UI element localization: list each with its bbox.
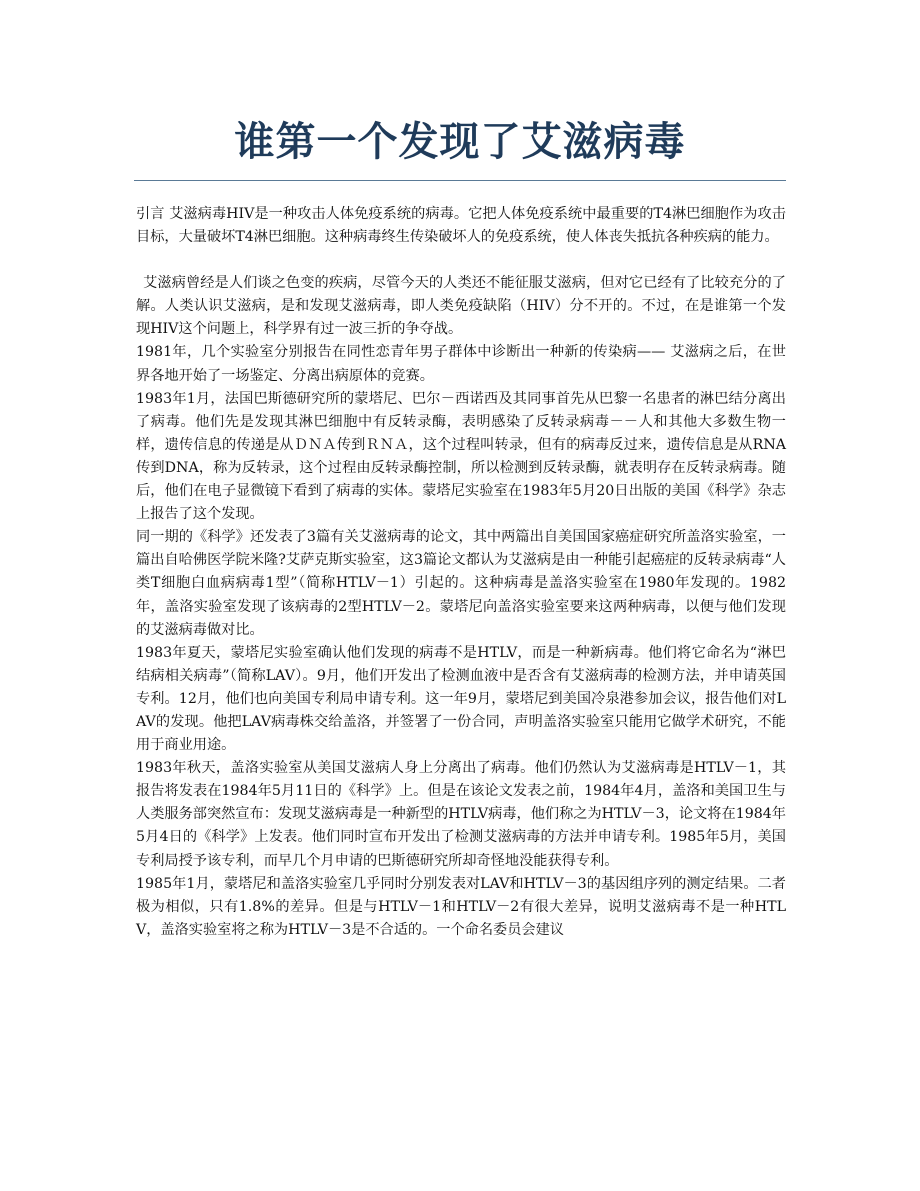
body-paragraph: 1983年夏天，蒙塔尼实验室确认他们发现的病毒不是HTLV，而是一种新病毒。他们将它命名为“淋巴结病相关病毒”（简称LAV）。9月，他们开发出了检测血液中是否含有艾滋病毒的检测方法，并申请英国专利。12月，他们也向美国专利局申请专利。这一年9月，蒙塔尼到美国冷泉港参加会议，报告他们对LAV的发现。他把LAV病毒株交给盖洛，并签署了一份合同，声明盖洛实验室只能用它做学术研究，不能用于商业用途。 bbox=[136, 644, 786, 754]
document-body bbox=[136, 203, 786, 942]
intro-paragraph: 引言 艾滋病毒HIV是一种攻击人体免疫系统的病毒。它把人体免疫系统中最重要的T4淋巴细胞作为攻击目标，大量破坏T4淋巴细胞。这种病毒终生传染破坏人的免疫系统，使人体丧失抵抗各种疾病的能力。 bbox=[136, 206, 786, 246]
title-divider bbox=[134, 180, 786, 181]
body-paragraph: 同一期的《科学》还发表了3篇有关艾滋病毒的论文，其中两篇出自美国国家癌症研究所盖洛实验室，一篇出自哈佛医学院米隆?艾萨克斯实验室，这3篇论文都认为艾滋病是由一种能引起癌症的反转录病毒“人类T细胞白血病病毒1型”（简称HTLV－1）引起的。这种病毒是盖洛实验室在1980年发现的。1982年，盖洛实验室发现了该病毒的2型HTLV－2。蒙塔尼向盖洛实验室要来这两种病毒，以便与他们发现的艾滋病毒做对比。 bbox=[136, 529, 786, 638]
document-title: 谁第一个发现了艾滋病毒 bbox=[234, 119, 686, 165]
body-paragraph: 1981年，几个实验室分别报告在同性恋青年男子群体中诊断出一种新的传染病—— 艾滋病之后，在世界各地开始了一场鉴定、分离出病原体的竞赛。 bbox=[136, 344, 786, 384]
body-paragraph: 1983年秋天，盖洛实验室从美国艾滋病人身上分离出了病毒。他们仍然认为艾滋病毒是HTLV－1，其报告将发表在1984年5月11日的《科学》上。但是在该论文发表之前，1984年4月，盖洛和美国卫生与人类服务部突然宣布：发现艾滋病毒是一种新型的HTLV病毒，他们称之为HTLV－3，论文将在1984年5月4日的《科学》上发表。他们同时宣布开发出了检测艾滋病毒的方法并申请专利。1985年5月，美国专利局授予该专利，而早几个月申请的巴斯德研究所却奇怪地没能获得专利。 bbox=[136, 760, 786, 869]
body-paragraph: 1985年1月，蒙塔尼和盖洛实验室几乎同时分别发表对LAV和HTLV－3的基因组序列的测定结果。二者极为相似，只有1.8%的差异。但是与HTLV－1和HTLV－2有很大差异，说明艾滋病毒不是一种HTLV，盖洛实验室将之称为HTLV－3是不合适的。一个命名委员会建议 bbox=[136, 875, 786, 938]
body-paragraph: 艾滋病曾经是人们谈之色变的疾病，尽管今天的人类还不能征服艾滋病，但对它已经有了比较充分的了解。人类认识艾滋病，是和发现艾滋病毒，即人类免疫缺陷（HIV）分不开的。不过，在是谁第一个发现HIV这个问题上，科学界有过一波三折的争夺战。 bbox=[136, 275, 786, 338]
body-paragraph: 1983年1月，法国巴斯德研究所的蒙塔尼、巴尔－西诺西及其同事首先从巴黎一名患者的淋巴结分离出了病毒。他们先是发现其淋巴细胞中有反转录酶，表明感染了反转录病毒－－人和其他大多数生物一样，遗传信息的传递是从ＤＮＡ传到ＲＮＡ，这个过程叫转录，但有的病毒反过来，遗传信息是从RNA传到DNA，称为反转录，这个过程由反转录酶控制，所以检测到反转录酶，就表明存在反转录病毒。随后，他们在电子显微镜下看到了病毒的实体。蒙塔尼实验室在1983年5月20日出版的美国《科学》杂志上报告了这个发现。 bbox=[136, 390, 786, 523]
